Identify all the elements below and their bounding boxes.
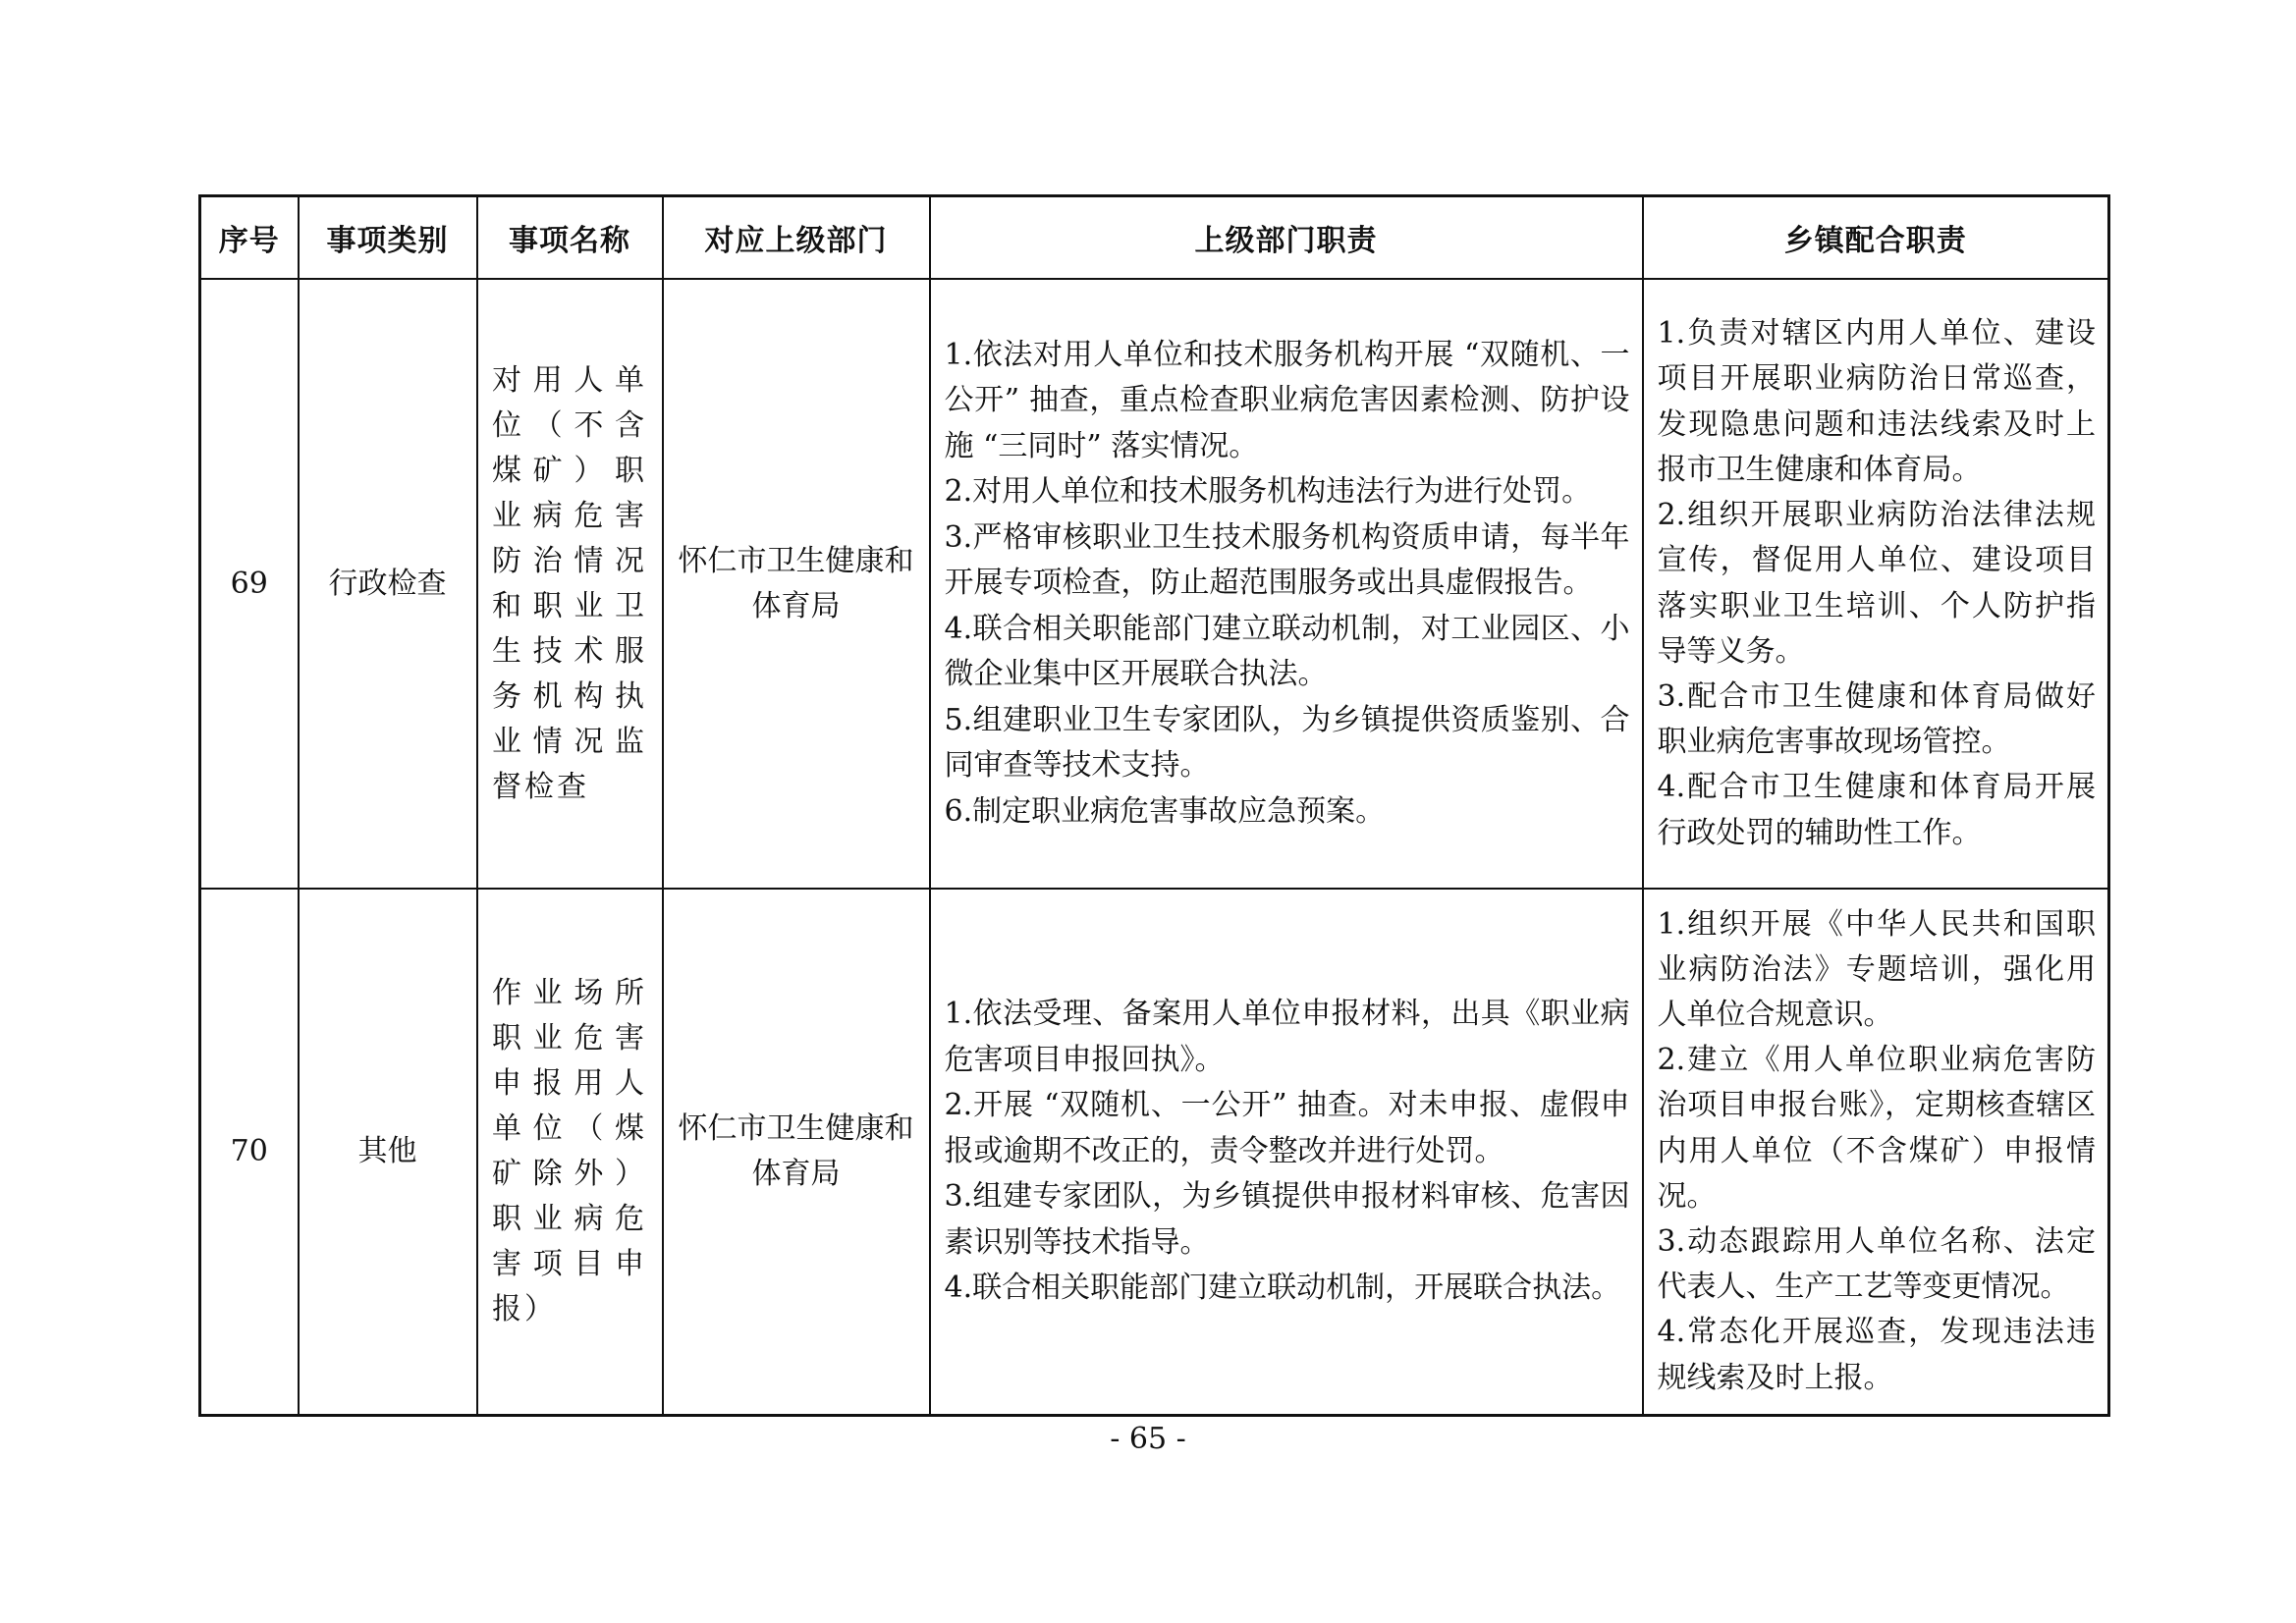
header-name: 事项名称	[477, 196, 663, 280]
row-number: 70	[200, 889, 299, 1415]
town-duty-item: 3.配合市卫生健康和体育局做好职业病危害事故现场管控。	[1657, 678, 2096, 760]
town-duty-item: 4.配合市卫生健康和体育局开展行政处罚的辅助性工作。	[1657, 770, 2096, 850]
header-upper-duties: 上级部门职责	[930, 196, 1643, 280]
item-name-cell	[477, 889, 663, 1415]
upper-duties-cell	[930, 279, 1643, 889]
town-duty-item: 3.动态跟踪用人单位名称、法定代表人、生产工艺等变更情况。	[1657, 1224, 2096, 1305]
table-header-row	[200, 196, 2109, 280]
town-duty-item: 1.负责对辖区内用人单位、建设项目开展职业病防治日常巡查，发现隐患问题和违法线索及时上报市卫生健康和体育局。	[1657, 316, 2096, 487]
item-name-cell	[477, 279, 663, 889]
upper-duty-item: 1.依法受理、备案用人单位申报材料，出具《职业病危害项目申报回执》。	[944, 997, 1630, 1077]
table-row	[200, 889, 2109, 1415]
item-name: 对用人单位（不含煤矿）职业病危害防治情况和职业卫生技术服务机构执业情况监督检查	[492, 362, 647, 804]
upper-dept: 怀仁市卫生健康和体育局	[678, 1110, 914, 1191]
header-town-duties: 乡镇配合职责	[1643, 196, 2109, 280]
town-duties-cell	[1643, 279, 2109, 889]
upper-dept-cell	[663, 279, 930, 889]
upper-duties-cell	[930, 889, 1643, 1415]
header-category: 事项类别	[299, 196, 477, 280]
town-duties-cell	[1643, 889, 2109, 1415]
upper-duty-item: 2.对用人单位和技术服务机构违法行为进行处罚。	[944, 474, 1592, 510]
upper-duty-item: 3.组建专家团队，为乡镇提供申报材料审核、危害因素识别等技术指导。	[944, 1179, 1630, 1260]
upper-dept: 怀仁市卫生健康和体育局	[678, 543, 914, 623]
upper-dept-cell	[663, 889, 930, 1415]
table-row	[200, 279, 2109, 889]
upper-duty-item: 4.联合相关职能部门建立联动机制，开展联合执法。	[944, 1271, 1621, 1305]
town-duty-item: 4.常态化开展巡查，发现违法违规线索及时上报。	[1657, 1315, 2096, 1395]
row-number: 69	[200, 279, 299, 889]
item-category: 其他	[299, 889, 477, 1415]
item-category: 行政检查	[299, 279, 477, 889]
page-number: - 65 -	[1110, 1422, 1186, 1456]
town-duty-item: 1.组织开展《中华人民共和国职业病防治法》专题培训，强化用人单位合规意识。	[1657, 906, 2096, 1033]
header-dept: 对应上级部门	[663, 196, 930, 280]
upper-duty-item: 5.组建职业卫生专家团队，为乡镇提供资质鉴别、合同审查等技术支持。	[944, 702, 1630, 784]
upper-duty-item: 4.联合相关职能部门建立联动机制，对工业园区、小微企业集中区开展联合执法。	[944, 611, 1630, 692]
header-no: 序号	[200, 196, 299, 280]
upper-duty-item: 2.开展 “双随机、一公开” 抽查。对未申报、虚假申报或逾期不改正的，责令整改并进行处罚。	[944, 1088, 1630, 1168]
upper-duty-item: 1.依法对用人单位和技术服务机构开展 “双随机、一公开” 抽查，重点检查职业病危害因素检测、防护设施 “三同时” 落实情况。	[944, 337, 1630, 463]
town-duty-item: 2.组织开展职业病防治法律法规宣传，督促用人单位、建设项目落实职业卫生培训、个人防护指导等义务。	[1657, 498, 2096, 669]
upper-duty-item: 3.严格审核职业卫生技术服务机构资质申请，每半年开展专项检查，防止超范围服务或出具虚假报告。	[944, 519, 1630, 601]
upper-duty-item: 6.制定职业病危害事故应急预案。	[944, 793, 1386, 829]
town-duty-item: 2.建立《用人单位职业病危害防治项目申报台账》，定期核查辖区内用人单位（不含煤矿）申报情况。	[1657, 1043, 2096, 1214]
item-name: 作业场所职业危害申报用人单位（煤矿除外）职业病危害项目申报）	[492, 975, 647, 1326]
duty-table	[198, 194, 2110, 1417]
